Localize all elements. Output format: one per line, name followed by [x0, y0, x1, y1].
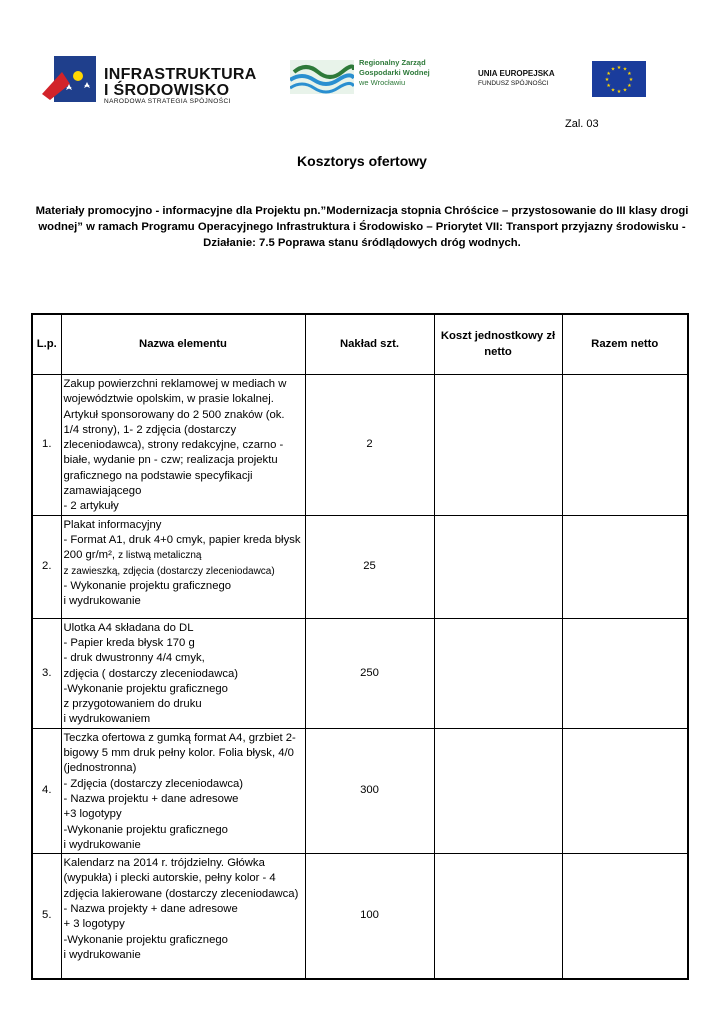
rzgw-name-line3: we Wrocławiu: [359, 78, 406, 87]
row-total[interactable]: [562, 854, 688, 979]
row-unit-cost[interactable]: [434, 854, 562, 979]
svg-text:★: ★: [622, 87, 628, 94]
row-quantity: 100: [305, 854, 434, 979]
row-total[interactable]: [562, 375, 688, 516]
row-unit-cost[interactable]: [434, 618, 562, 728]
svg-text:★: ★: [604, 77, 610, 83]
row-unit-cost[interactable]: [434, 728, 562, 853]
rzgw-name-line2: Gospodarki Wodnej: [359, 68, 430, 77]
rzgw-name-line1: Regionalny Zarząd: [359, 58, 426, 67]
row-quantity: 250: [305, 618, 434, 728]
cost-estimate-table: [31, 313, 689, 980]
page-title: Kosztorys ofertowy: [297, 153, 427, 169]
svg-text:★: ★: [627, 83, 632, 89]
eu-fund: FUNDUSZ SPÓJNOŚCI: [478, 80, 549, 87]
document-subtitle: Materiały promocyjno - informacyjne dla Projektu pn.”Modernizacja stopnia Chróścice – przystosowanie do III klasy drogi wodnej” w ramach Programu Operacyjnego Infrastruktura i Środowisko – Priorytet VII: Transport przyjazny środowisku - Działanie: 7.5 Poprawa stanu śródlądowych dróg wodnych.: [35, 205, 689, 250]
eu-logo: [478, 60, 648, 100]
infrastruktura-emblem-icon: [40, 54, 98, 104]
rzgw-logo: [290, 58, 455, 98]
header-total: Razem netto: [562, 314, 688, 375]
header-qty: Nakład szt.: [305, 314, 434, 375]
svg-text:★: ★: [616, 65, 622, 71]
header-lp: L.p.: [32, 314, 61, 375]
row-lp: 4.: [32, 728, 61, 853]
svg-text:★: ★: [610, 87, 616, 94]
row-description-part: Plakat informacyjny - Format A1, druk 4+0 cmyk, papier kreda błysk 200 gr/m²,: [63, 518, 301, 562]
row-total[interactable]: [562, 515, 688, 618]
row-quantity: 2: [305, 375, 434, 516]
row-description-part: - Wykonanie projektu graficznego i wydrukowanie: [63, 579, 232, 608]
header-unit-cost: Koszt jednostkowy zł netto: [434, 314, 562, 375]
logo-bar: [0, 50, 724, 120]
svg-text:★: ★: [610, 66, 616, 73]
row-unit-cost[interactable]: [434, 375, 562, 516]
attachment-number: Zal. 03: [565, 118, 599, 130]
svg-text:★: ★: [606, 71, 611, 77]
row-description: Zakup powierzchni reklamowej w mediach w województwie opolskim, w prasie lokalnej. Artykuł sponsorowany do 2 500 znaków (ok. 1/4 strony), 1- 2 zdjęcia (dostarczy zleceniodawca), strony redakcyjne, czarno - białe, wydanie pn - czw; realizacja projektu graficznego na podstawie specyfikacji zamawiającego - 2 artykuły: [61, 375, 305, 516]
row-lp: 1.: [32, 375, 61, 516]
svg-text:★: ★: [627, 71, 632, 77]
table-row: [32, 515, 688, 618]
row-lp: 5.: [32, 854, 61, 979]
row-total[interactable]: [562, 618, 688, 728]
row-lp: 2.: [32, 515, 61, 618]
rzgw-name: [359, 58, 430, 88]
infrastruktura-logo: [40, 54, 270, 106]
row-total[interactable]: [562, 728, 688, 853]
row-lp: 3.: [32, 618, 61, 728]
table-header-row: [32, 314, 688, 375]
eu-flag-icon: [592, 61, 646, 97]
table-row: [32, 375, 688, 516]
row-description: Kalendarz na 2014 r. trójdzielny. Główka (wypukła) i plecki autorskie, pełny kolor - 4 zdjęcia lakierowane (dostarczy zleceniodawca) - Nazwa projekty + dane adresowe + 3 logotypy -Wykonanie projektu graficznego i wydrukowanie: [61, 854, 305, 979]
header-name: Nazwa elementu: [61, 314, 305, 375]
svg-text:★: ★: [622, 66, 628, 73]
table-row: [32, 854, 688, 979]
svg-text:★: ★: [628, 77, 634, 83]
row-description: [61, 515, 305, 618]
eu-title: UNIA EUROPEJSKA: [478, 69, 555, 78]
infrastruktura-title-line1: INFRASTRUKTURA: [104, 66, 257, 83]
table-row: [32, 728, 688, 853]
row-quantity: 300: [305, 728, 434, 853]
rzgw-wave-icon: [290, 60, 354, 94]
table-row: [32, 618, 688, 728]
row-description-part: z zawieszką, zdjęcia (dostarczy zleceniodawca): [63, 565, 275, 577]
infrastruktura-title-line2: I ŚRODOWISKO: [104, 82, 230, 99]
row-quantity: 25: [305, 515, 434, 618]
row-description: Ulotka A4 składana do DL - Papier kreda błysk 170 g - druk dwustronny 4/4 cmyk, zdjęcia ( dostarczy zleceniodawca) -Wykonanie projektu graficznego z przygotowaniem do druku i wydrukowaniem: [61, 618, 305, 728]
row-description-part: z listwą metaliczną: [118, 550, 202, 562]
infrastruktura-tagline: NARODOWA STRATEGIA SPÓJNOŚCI: [104, 98, 231, 105]
svg-text:★: ★: [606, 83, 611, 89]
row-description: Teczka ofertowa z gumką format A4, grzbiet 2-bigowy 5 mm druk pełny kolor. Folia błysk, 4/0 (jednostronna) - Zdjęcia (dostarczy zleceniodawca) - Nazwa projektu + dane adresowe +3 logotypy -Wykonanie projektu graficznego i wydrukowanie: [61, 728, 305, 853]
row-unit-cost[interactable]: [434, 515, 562, 618]
svg-text:★: ★: [616, 89, 622, 95]
